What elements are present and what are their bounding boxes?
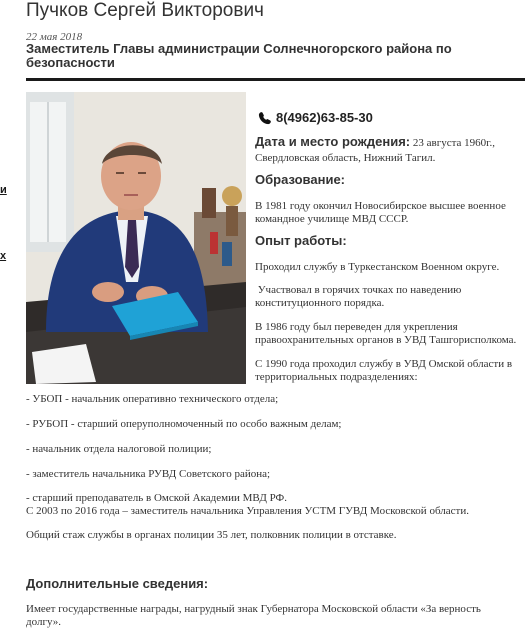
- experience-line: - начальник отдела налоговой полиции;: [26, 443, 212, 455]
- service-summary: Общий стаж службы в органах полиции 35 лет, полковник полиции в отставке.: [26, 529, 397, 541]
- experience-item: В 1986 году был переведен для укрепления правоохранительных органов в УВД Ташгорисполкома.: [255, 321, 517, 346]
- experience-line: С 2003 по 2016 года – заместитель начальника Управления УСТМ ГУВД Московской области.: [26, 505, 469, 517]
- experience-item: С 1990 года проходил службу в УВД Омской области в территориальных подразделениях:: [255, 358, 513, 383]
- publish-date: 22 мая 2018: [26, 31, 83, 43]
- experience-line: - УБОП - начальник оперативно технического отдела;: [26, 393, 279, 405]
- left-edge-link-2[interactable]: х: [0, 250, 7, 262]
- experience-line: - старший преподаватель в Омской Академии МВД РФ.: [26, 492, 287, 504]
- birth-info: [255, 135, 525, 165]
- position-title: Заместитель Главы администрации Солнечногорского района по безопасности: [26, 41, 452, 70]
- person-name: Пучков Сергей Викторович: [26, 0, 264, 21]
- education-heading: Образование:: [255, 172, 346, 187]
- experience-line: - заместитель начальника РУВД Советского района;: [26, 468, 271, 480]
- left-edge-link-1[interactable]: и: [0, 184, 7, 196]
- birth-value: 23 августа 1960г., Свердловская область, Нижний Тагил.: [255, 137, 495, 164]
- experience-line: - РУБОП - старший оперуполномоченный по особо важным делам;: [26, 418, 342, 430]
- extra-text: Имеет государственные награды, нагрудный знак Губернатора Московской области «За верность долгу».: [26, 603, 481, 628]
- extra-heading: Дополнительные сведения:: [26, 576, 209, 591]
- phone-number: 8(4962)63-85-30: [276, 110, 373, 125]
- birth-label: Дата и место рождения:: [255, 134, 411, 149]
- experience-item: Участвовал в горячих точках по наведению конституционного порядка.: [255, 284, 465, 309]
- phone-icon: [258, 111, 272, 125]
- contact-phone[interactable]: [258, 110, 373, 125]
- experience-item: Проходил службу в Туркестанском Военном округе.: [255, 261, 500, 273]
- person-photo: [26, 92, 246, 384]
- title-divider: [26, 78, 525, 81]
- experience-heading: Опыт работы:: [255, 233, 347, 248]
- education-text: В 1981 году окончил Новосибирское высшее военное командное училище МВД СССР.: [255, 200, 506, 225]
